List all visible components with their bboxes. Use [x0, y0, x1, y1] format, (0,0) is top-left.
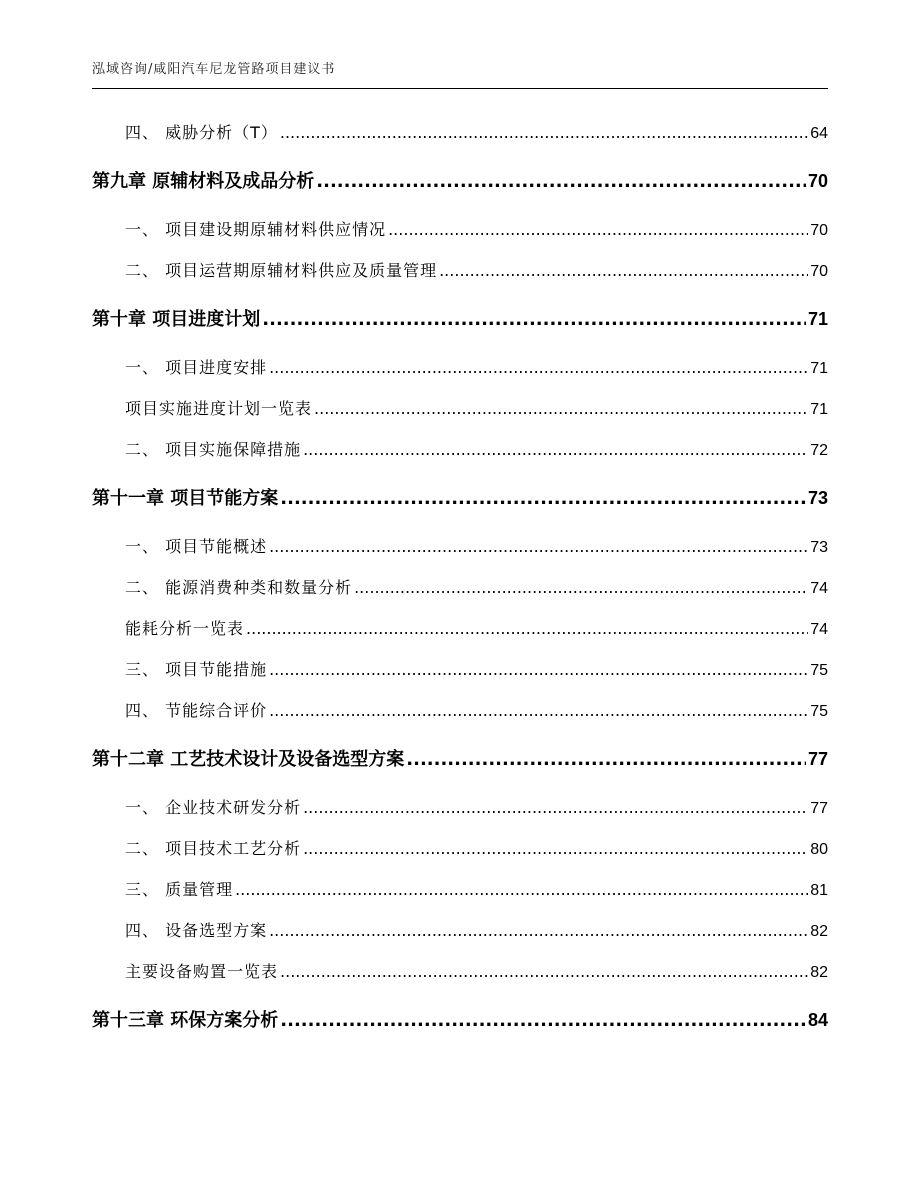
toc-leader-dots [316, 157, 806, 207]
toc-entry-page: 77 [807, 749, 828, 769]
toc-leader-dots [388, 209, 808, 250]
toc-leader-dots [303, 828, 808, 869]
toc-leader-dots [354, 567, 808, 608]
toc-entry-title: 第九章 原辅材料及成品分析 [92, 171, 315, 192]
toc-entry-title: 二、 能源消费种类和数量分析 [125, 578, 353, 597]
toc-entry-title: 一、 项目进度安排 [125, 358, 268, 377]
toc-entry-page: 71 [810, 401, 828, 418]
toc-entry-title: 四、 节能综合评价 [125, 701, 268, 720]
toc-entry-page: 75 [810, 662, 828, 679]
toc-chapter-entry[interactable] [92, 156, 828, 206]
toc-entry-page: 72 [810, 442, 828, 459]
toc-leader-dots [269, 910, 808, 951]
toc-entry[interactable] [92, 526, 828, 567]
toc-entry-page: 70 [807, 171, 828, 191]
toc-entry[interactable] [92, 951, 828, 992]
toc-entry-title: 第十章 项目进度计划 [92, 309, 261, 330]
toc-entry-page: 71 [807, 309, 828, 329]
toc-entry-title: 四、 设备选型方案 [125, 921, 268, 940]
table-of-contents [92, 112, 828, 1048]
toc-leader-dots [246, 608, 808, 649]
toc-chapter-entry[interactable] [92, 995, 828, 1045]
toc-entry[interactable] [92, 649, 828, 690]
toc-leader-dots [303, 787, 808, 828]
toc-chapter-entry[interactable] [92, 734, 828, 784]
toc-entry[interactable] [92, 347, 828, 388]
toc-entry-title: 主要设备购置一览表 [125, 962, 279, 981]
toc-entry-page: 84 [807, 1010, 828, 1030]
toc-entry-title: 一、 项目节能概述 [125, 537, 268, 556]
toc-entry-page: 82 [810, 923, 828, 940]
toc-entry-title: 第十二章 工艺技术设计及设备选型方案 [92, 749, 405, 770]
toc-entry[interactable] [92, 869, 828, 910]
toc-entry-page: 73 [810, 539, 828, 556]
toc-entry-title: 二、 项目技术工艺分析 [125, 839, 302, 858]
toc-entry-title: 二、 项目实施保障措施 [125, 440, 302, 459]
toc-entry-title: 一、 项目建设期原辅材料供应情况 [125, 220, 387, 239]
toc-entry-title: 能耗分析一览表 [125, 619, 245, 638]
toc-leader-dots [439, 250, 808, 291]
toc-leader-dots [235, 869, 808, 910]
toc-leader-dots [406, 735, 806, 785]
toc-chapter-entry[interactable] [92, 473, 828, 523]
toc-entry[interactable] [92, 209, 828, 250]
toc-entry[interactable] [92, 828, 828, 869]
toc-leader-dots [280, 996, 806, 1046]
toc-entry[interactable] [92, 787, 828, 828]
toc-leader-dots [269, 526, 808, 567]
toc-entry-title: 三、 项目节能措施 [125, 660, 268, 679]
toc-entry-page: 81 [810, 882, 828, 899]
toc-leader-dots [262, 295, 806, 345]
toc-entry-page: 64 [810, 125, 828, 142]
toc-entry-title: 三、 质量管理 [125, 880, 234, 899]
toc-entry-page: 70 [810, 263, 828, 280]
toc-entry-page: 74 [810, 621, 828, 638]
toc-entry[interactable] [92, 250, 828, 291]
toc-entry[interactable] [92, 388, 828, 429]
running-header: 泓域咨询/咸阳汽车尼龙管路项目建议书 [92, 60, 828, 89]
toc-entry[interactable] [92, 567, 828, 608]
toc-entry-page: 73 [807, 488, 828, 508]
toc-entry-page: 82 [810, 964, 828, 981]
toc-leader-dots [269, 690, 808, 731]
toc-entry-title: 一、 企业技术研发分析 [125, 798, 302, 817]
toc-entry[interactable] [92, 112, 828, 153]
toc-leader-dots [280, 951, 808, 992]
toc-entry[interactable] [92, 910, 828, 951]
toc-leader-dots [303, 429, 808, 470]
toc-entry-title: 四、 威胁分析（T） [125, 123, 278, 142]
toc-entry[interactable] [92, 690, 828, 731]
toc-leader-dots [280, 474, 806, 524]
toc-entry-page: 70 [810, 222, 828, 239]
toc-chapter-entry[interactable] [92, 294, 828, 344]
toc-entry[interactable] [92, 608, 828, 649]
toc-entry-page: 80 [810, 841, 828, 858]
toc-entry-title: 第十三章 环保方案分析 [92, 1010, 279, 1031]
toc-entry-title: 第十一章 项目节能方案 [92, 488, 279, 509]
toc-leader-dots [269, 347, 808, 388]
toc-entry-page: 77 [810, 800, 828, 817]
toc-leader-dots [280, 112, 808, 153]
toc-entry[interactable] [92, 429, 828, 470]
toc-leader-dots [269, 649, 808, 690]
toc-entry-title: 二、 项目运营期原辅材料供应及质量管理 [125, 261, 438, 280]
toc-leader-dots [314, 388, 808, 429]
toc-entry-title: 项目实施进度计划一览表 [125, 399, 313, 418]
toc-entry-page: 74 [810, 580, 828, 597]
toc-entry-page: 71 [810, 360, 828, 377]
toc-entry-page: 75 [810, 703, 828, 720]
